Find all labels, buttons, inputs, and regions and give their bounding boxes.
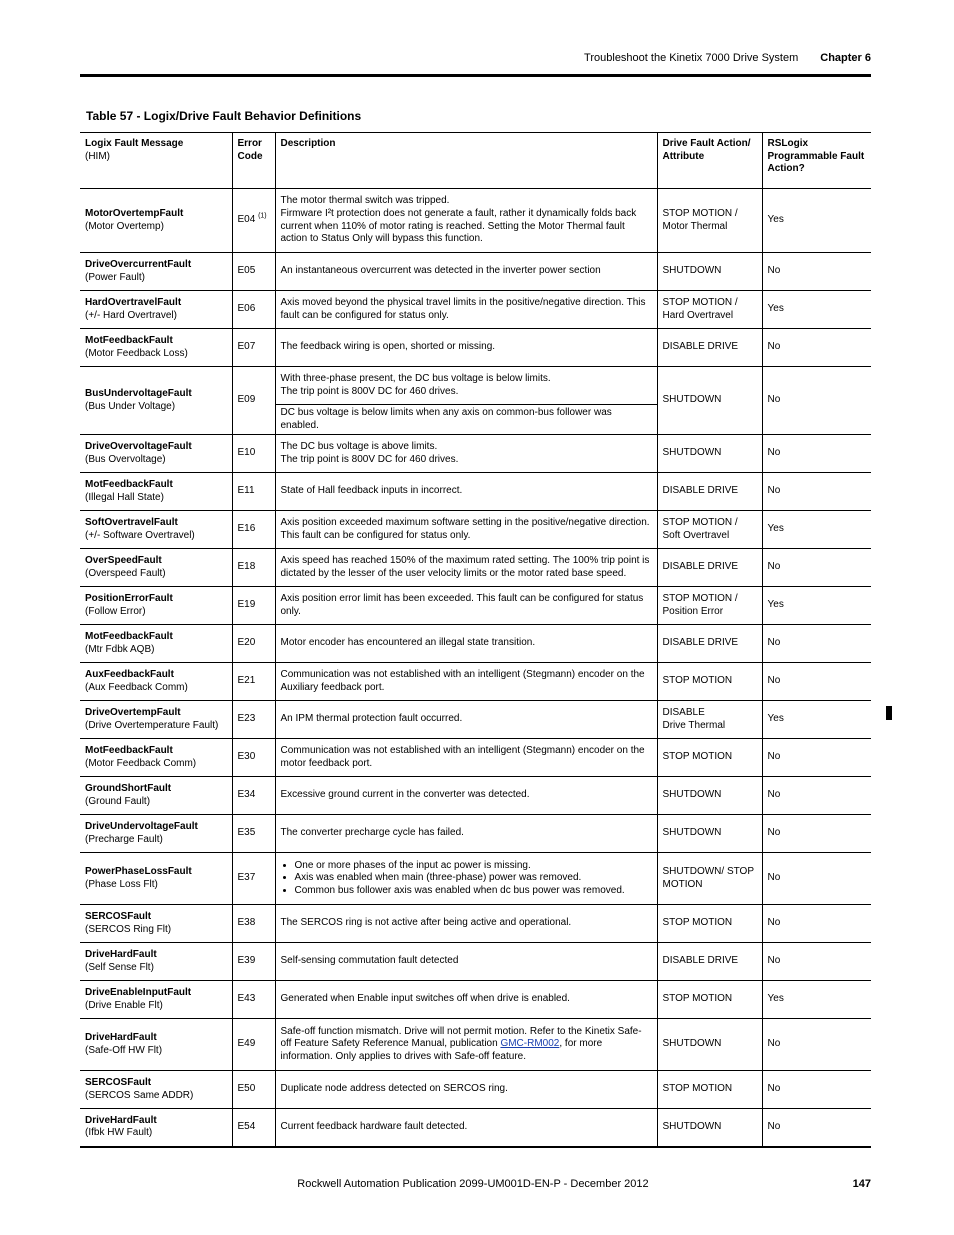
description-bullets <box>281 860 652 898</box>
fault-action-cell: STOP MOTION <box>657 1071 762 1109</box>
fault-message-cell <box>80 435 232 473</box>
error-code: E05 <box>237 265 256 277</box>
description-line: The feedback wiring is open, shorted or missing. <box>280 341 496 353</box>
fault-name: SERCOSFault <box>85 911 152 923</box>
fault-message-cell <box>80 253 232 291</box>
description-cell <box>275 905 657 943</box>
error-code: E11 <box>237 485 255 497</box>
description-line: Motor encoder has encountered an illegal state transition. <box>280 637 536 649</box>
error-code-cell <box>232 739 275 777</box>
fault-name: AuxFeedbackFault <box>85 669 174 681</box>
error-code-cell <box>232 329 275 367</box>
fault-name: SERCOSFault <box>85 1077 152 1089</box>
column-header-programmable: RSLogix Programmable Fault Action? <box>762 133 871 189</box>
table-row <box>80 943 871 981</box>
description-bullet: • Axis was enabled when main (three-phase) power was removed. <box>295 872 652 885</box>
programmable-cell: No <box>762 473 871 511</box>
description-cell <box>275 367 657 405</box>
error-code: E09 <box>237 394 256 406</box>
table-row <box>80 511 871 549</box>
fault-him-label: (Motor Feedback Loss) <box>85 347 188 359</box>
error-code: E39 <box>237 955 256 967</box>
description-text: , for more information. Only applies to drives with Safe-off feature. <box>280 1038 603 1062</box>
column-header-message-label: Logix Fault Message <box>85 138 184 149</box>
description-line: Current feedback hardware fault detected. <box>280 1121 468 1133</box>
error-code: E07 <box>237 341 256 353</box>
fault-message-cell <box>80 329 232 367</box>
fault-behavior-table <box>80 132 871 1148</box>
table-row <box>80 367 871 405</box>
programmable-cell: No <box>762 1109 871 1147</box>
programmable-cell: No <box>762 739 871 777</box>
description-line: Firmware I²t protection does not generate a fault, rather it dynamically folds back current when 110% of motor rating is reached. Setting the Motor Thermal fault action to Status Only will bypass this function. <box>280 207 637 245</box>
error-code: E30 <box>237 751 256 763</box>
description-line: With three-phase present, the DC bus voltage is below limits. <box>280 372 551 384</box>
publication-link[interactable]: GMC-RM002 <box>500 1038 560 1050</box>
fault-him-label: (Ifbk HW Fault) <box>85 1127 153 1139</box>
error-code: E35 <box>237 827 256 839</box>
error-code: E54 <box>237 1121 256 1133</box>
programmable-cell: No <box>762 943 871 981</box>
programmable-cell: Yes <box>762 981 871 1019</box>
header-rule <box>80 74 871 77</box>
fault-him-label: (Mtr Fdbk AQB) <box>85 643 155 655</box>
description-cell <box>275 625 657 663</box>
description-line: The DC bus voltage is above limits. <box>280 441 438 453</box>
fault-action-cell: SHUTDOWN <box>657 815 762 853</box>
fault-him-label: (Illegal Hall State) <box>85 491 164 503</box>
column-header-code: Error Code <box>232 133 275 189</box>
description-cell <box>275 549 657 587</box>
chapter-label: Chapter 6 <box>820 52 871 64</box>
error-code-cell <box>232 1019 275 1071</box>
fault-action-cell: STOP MOTION / Motor Thermal <box>657 189 762 253</box>
fault-message-cell <box>80 587 232 625</box>
table-row <box>80 329 871 367</box>
description-line: Duplicate node address detected on SERCOS ring. <box>280 1083 508 1095</box>
programmable-cell: No <box>762 329 871 367</box>
programmable-cell: No <box>762 1019 871 1071</box>
fault-action-cell: DISABLE DRIVE <box>657 625 762 663</box>
description-cell <box>275 587 657 625</box>
error-code-cell <box>232 549 275 587</box>
error-code-cell <box>232 367 275 435</box>
description-cell <box>275 435 657 473</box>
fault-message-cell <box>80 473 232 511</box>
programmable-cell: No <box>762 253 871 291</box>
fault-action-cell: STOP MOTION <box>657 663 762 701</box>
description-cell <box>275 663 657 701</box>
fault-message-cell <box>80 853 232 905</box>
error-code: E10 <box>237 447 256 459</box>
fault-message-cell <box>80 291 232 329</box>
description-text: Safe-off function mismatch. Drive will not permit motion. Refer to the Kinetix Safe-off Feature Safety Reference Manual, publication <box>280 1025 642 1050</box>
fault-action-cell: DISABLE DRIVE <box>657 329 762 367</box>
fault-name: MotorOvertempFault <box>85 207 184 219</box>
fault-him-label: (Power Fault) <box>85 271 146 283</box>
fault-message-cell <box>80 625 232 663</box>
programmable-cell: No <box>762 1071 871 1109</box>
error-code: E43 <box>237 993 256 1005</box>
fault-him-label: (Follow Error) <box>85 605 146 617</box>
fault-him-label: (Precharge Fault) <box>85 833 163 845</box>
error-code-cell <box>232 473 275 511</box>
programmable-cell: Yes <box>762 701 871 739</box>
fault-action-cell: DISABLE DRIVE <box>657 943 762 981</box>
error-code: E06 <box>237 303 256 315</box>
table-row <box>80 253 871 291</box>
error-code-cell <box>232 291 275 329</box>
error-code-cell <box>232 1071 275 1109</box>
description-line: Self-sensing commutation fault detected <box>280 955 459 967</box>
error-code: E04 <box>237 214 256 226</box>
footnote-ref: (1) <box>258 212 267 220</box>
error-code-cell <box>232 815 275 853</box>
description-cell: DC bus voltage is below limits when any axis on common-bus follower was enabled. <box>275 405 657 435</box>
fault-him-label: (+/- Software Overtravel) <box>85 529 195 541</box>
table-row <box>80 981 871 1019</box>
table-row <box>80 905 871 943</box>
fault-name: BusUndervoltageFault <box>85 388 192 399</box>
programmable-cell: No <box>762 853 871 905</box>
fault-name: OverSpeedFault <box>85 555 162 567</box>
fault-action-cell: SHUTDOWN <box>657 777 762 815</box>
programmable-cell: No <box>762 663 871 701</box>
fault-name: DriveHardFault <box>85 1032 157 1044</box>
error-code-cell <box>232 701 275 739</box>
programmable-cell: Yes <box>762 189 871 253</box>
error-code: E20 <box>237 637 256 649</box>
description-cell <box>275 1109 657 1147</box>
fault-him-label: (Phase Loss Flt) <box>85 878 158 890</box>
fault-message-cell <box>80 777 232 815</box>
table-row <box>80 549 871 587</box>
column-header-description: Description <box>275 133 657 189</box>
fault-him-label: (SERCOS Ring Flt) <box>85 923 172 935</box>
description-cell <box>275 1071 657 1109</box>
fault-action-cell: DISABLE DRIVE <box>657 473 762 511</box>
programmable-cell: Yes <box>762 511 871 549</box>
table-row <box>80 701 871 739</box>
fault-name: DriveOvercurrentFault <box>85 258 192 270</box>
fault-him-label: (Ground Fault) <box>85 795 151 807</box>
description-cell <box>275 701 657 739</box>
error-code-cell <box>232 587 275 625</box>
chapter-thumb-tab <box>886 706 892 720</box>
error-code-cell <box>232 625 275 663</box>
error-code-cell <box>232 663 275 701</box>
fault-message-cell <box>80 1019 232 1071</box>
programmable-cell: No <box>762 435 871 473</box>
programmable-cell: Yes <box>762 587 871 625</box>
programmable-cell: No <box>762 815 871 853</box>
fault-him-label: (Safe-Off HW Flt) <box>85 1044 163 1056</box>
fault-name: DriveOvervoltageFault <box>85 441 192 453</box>
programmable-cell: No <box>762 549 871 587</box>
fault-action-cell: SHUTDOWN <box>657 253 762 291</box>
fault-message-cell <box>80 549 232 587</box>
fault-message-cell <box>80 981 232 1019</box>
fault-action-cell: SHUTDOWN <box>657 367 762 435</box>
fault-message-cell <box>80 905 232 943</box>
description-cell <box>275 253 657 291</box>
error-code-cell <box>232 189 275 253</box>
table-row <box>80 291 871 329</box>
description-line: Communication was not established with an intelligent (Stegmann) encoder on the Auxiliary feedback port. <box>280 669 645 693</box>
fault-him-label: (+/- Hard Overtravel) <box>85 309 177 321</box>
fault-message-cell <box>80 815 232 853</box>
fault-him-label: (Motor Overtemp) <box>85 220 164 232</box>
programmable-cell: No <box>762 777 871 815</box>
fault-name: PowerPhaseLossFault <box>85 866 192 878</box>
table-row <box>80 853 871 905</box>
fault-message-cell <box>80 663 232 701</box>
fault-name: DriveHardFault <box>85 1114 157 1126</box>
fault-message-cell <box>80 739 232 777</box>
table-row <box>80 625 871 663</box>
description-cell <box>275 189 657 253</box>
programmable-cell: No <box>762 625 871 663</box>
fault-name: MotFeedbackFault <box>85 334 173 346</box>
fault-name: DriveOvertempFault <box>85 707 181 719</box>
programmable-cell: No <box>762 905 871 943</box>
description-line: State of Hall feedback inputs in incorrect. <box>280 485 463 497</box>
description-line: An instantaneous overcurrent was detected in the inverter power section <box>280 265 601 277</box>
fault-message-cell <box>80 511 232 549</box>
fault-name: MotFeedbackFault <box>85 479 173 491</box>
fault-action-cell: STOP MOTION <box>657 905 762 943</box>
table-row <box>80 663 871 701</box>
description-bullet: • Common bus follower axis was enabled when dc bus power was removed. <box>295 885 652 898</box>
table-header-row <box>80 133 871 189</box>
fault-name: GroundShortFault <box>85 783 172 795</box>
section-title: Troubleshoot the Kinetix 7000 Drive System <box>584 52 799 64</box>
error-code-cell <box>232 853 275 905</box>
error-code: E50 <box>237 1083 256 1095</box>
error-code: E16 <box>237 523 256 535</box>
error-code: E21 <box>237 675 256 687</box>
publication-info: Rockwell Automation Publication 2099-UM001D-EN-P - December 2012 <box>297 1178 649 1190</box>
description-line: Axis speed has reached 150% of the maximum rated setting. The 100% trip point is dictated by the lesser of the user velocity limits or the motor rated base speed. <box>280 555 650 579</box>
fault-him-label: (Aux Feedback Comm) <box>85 681 188 693</box>
description-cell <box>275 473 657 511</box>
fault-action-cell: SHUTDOWN <box>657 435 762 473</box>
fault-action-cell: DISABLE Drive Thermal <box>657 701 762 739</box>
error-code-cell <box>232 905 275 943</box>
fault-name: DriveEnableInputFault <box>85 987 192 999</box>
table-caption: Table 57 - Logix/Drive Fault Behavior Definitions <box>86 109 362 123</box>
fault-name: DriveUndervoltageFault <box>85 821 198 833</box>
fault-message-cell <box>80 189 232 253</box>
fault-him-label: (Overspeed Fault) <box>85 567 166 579</box>
description-line: The SERCOS ring is not active after being active and operational. <box>280 917 572 929</box>
description-cell <box>275 291 657 329</box>
fault-name: SoftOvertravelFault <box>85 517 178 529</box>
error-code-cell <box>232 1109 275 1147</box>
description-line: Axis position error limit has been exceeded. This fault can be configured for status only. <box>280 593 644 617</box>
error-code: E23 <box>237 713 256 725</box>
description-cell <box>275 853 657 905</box>
description-line: The converter precharge cycle has failed. <box>280 827 464 839</box>
description-cell <box>275 777 657 815</box>
description-cell <box>275 943 657 981</box>
fault-action-cell: STOP MOTION / Position Error <box>657 587 762 625</box>
description-line: The trip point is 800V DC for 460 drives. <box>280 385 459 397</box>
description-line: Generated when Enable input switches off when drive is enabled. <box>280 993 570 1005</box>
fault-name: PositionErrorFault <box>85 593 173 605</box>
fault-him-label: (Motor Feedback Comm) <box>85 757 197 769</box>
table-row <box>80 1071 871 1109</box>
fault-action-cell: DISABLE DRIVE <box>657 549 762 587</box>
error-code-cell <box>232 511 275 549</box>
error-code: E19 <box>237 599 256 611</box>
fault-message-cell <box>80 1109 232 1147</box>
fault-him-label: (Drive Enable Flt) <box>85 999 163 1011</box>
table-row <box>80 473 871 511</box>
fault-action-cell: STOP MOTION / Hard Overtravel <box>657 291 762 329</box>
description-line: The motor thermal switch was tripped. <box>280 195 450 207</box>
fault-message-cell <box>80 943 232 981</box>
error-code-cell <box>232 435 275 473</box>
fault-message-cell <box>80 701 232 739</box>
fault-message-cell <box>80 1071 232 1109</box>
error-code: E18 <box>237 561 256 573</box>
description-cell <box>275 329 657 367</box>
error-code: E38 <box>237 917 256 929</box>
fault-name: MotFeedbackFault <box>85 745 173 757</box>
error-code-cell <box>232 981 275 1019</box>
description-line: The trip point is 800V DC for 460 drives. <box>280 453 459 465</box>
fault-him-label: (Self Sense Flt) <box>85 961 154 973</box>
fault-him-label: (Drive Overtemperature Fault) <box>85 719 219 731</box>
description-line: Axis position exceeded maximum software setting in the positive/negative direction. This fault can be configured for status only. <box>280 517 650 541</box>
fault-him-label: (Bus Overvoltage) <box>85 453 166 465</box>
description-line: An IPM thermal protection fault occurred. <box>280 713 463 725</box>
fault-action-cell: STOP MOTION / Soft Overtravel <box>657 511 762 549</box>
column-header-message <box>80 133 232 189</box>
table-row <box>80 587 871 625</box>
table-row <box>80 1109 871 1147</box>
fault-message-cell <box>80 367 232 435</box>
description-cell <box>275 1019 657 1071</box>
fault-him-label: (SERCOS Same ADDR) <box>85 1089 194 1101</box>
description-cell <box>275 815 657 853</box>
description-line: Excessive ground current in the converter was detected. <box>280 789 530 801</box>
fault-action-cell: SHUTDOWN <box>657 1109 762 1147</box>
table-row <box>80 815 871 853</box>
table-row <box>80 739 871 777</box>
fault-name: MotFeedbackFault <box>85 631 173 643</box>
error-code: E37 <box>237 872 256 884</box>
table-body <box>80 189 871 1147</box>
column-header-action: Drive Fault Action/ Attribute <box>657 133 762 189</box>
description-cell <box>275 981 657 1019</box>
error-code: E49 <box>237 1038 256 1050</box>
error-code-cell <box>232 777 275 815</box>
programmable-cell: Yes <box>762 291 871 329</box>
page-number: 147 <box>852 1178 871 1190</box>
description-bullet: • One or more phases of the input ac power is missing. <box>295 860 652 873</box>
fault-name: DriveHardFault <box>85 949 157 961</box>
fault-him-label: (Bus Under Voltage) <box>85 400 176 412</box>
description-line: Communication was not established with an intelligent (Stegmann) encoder on the motor feedback port. <box>280 745 645 769</box>
error-code-cell <box>232 253 275 291</box>
table-row <box>80 435 871 473</box>
table-row <box>80 189 871 253</box>
description-line: Axis moved beyond the physical travel limits in the positive/negative direction. This fault can be configured for status only. <box>280 296 646 321</box>
description-cell <box>275 739 657 777</box>
error-code: E34 <box>237 789 256 801</box>
page-header <box>80 52 871 64</box>
fault-action-cell: STOP MOTION <box>657 739 762 777</box>
table-row <box>80 1019 871 1071</box>
error-code-cell <box>232 943 275 981</box>
programmable-cell: No <box>762 367 871 435</box>
description-cell <box>275 511 657 549</box>
fault-action-cell: SHUTDOWN <box>657 1019 762 1071</box>
fault-action-cell: SHUTDOWN/ STOP MOTION <box>657 853 762 905</box>
fault-action-cell: STOP MOTION <box>657 981 762 1019</box>
fault-name: HardOvertravelFault <box>85 296 182 308</box>
column-header-message-sub: (HIM) <box>85 150 110 162</box>
page-footer <box>80 1178 871 1190</box>
table-row <box>80 777 871 815</box>
